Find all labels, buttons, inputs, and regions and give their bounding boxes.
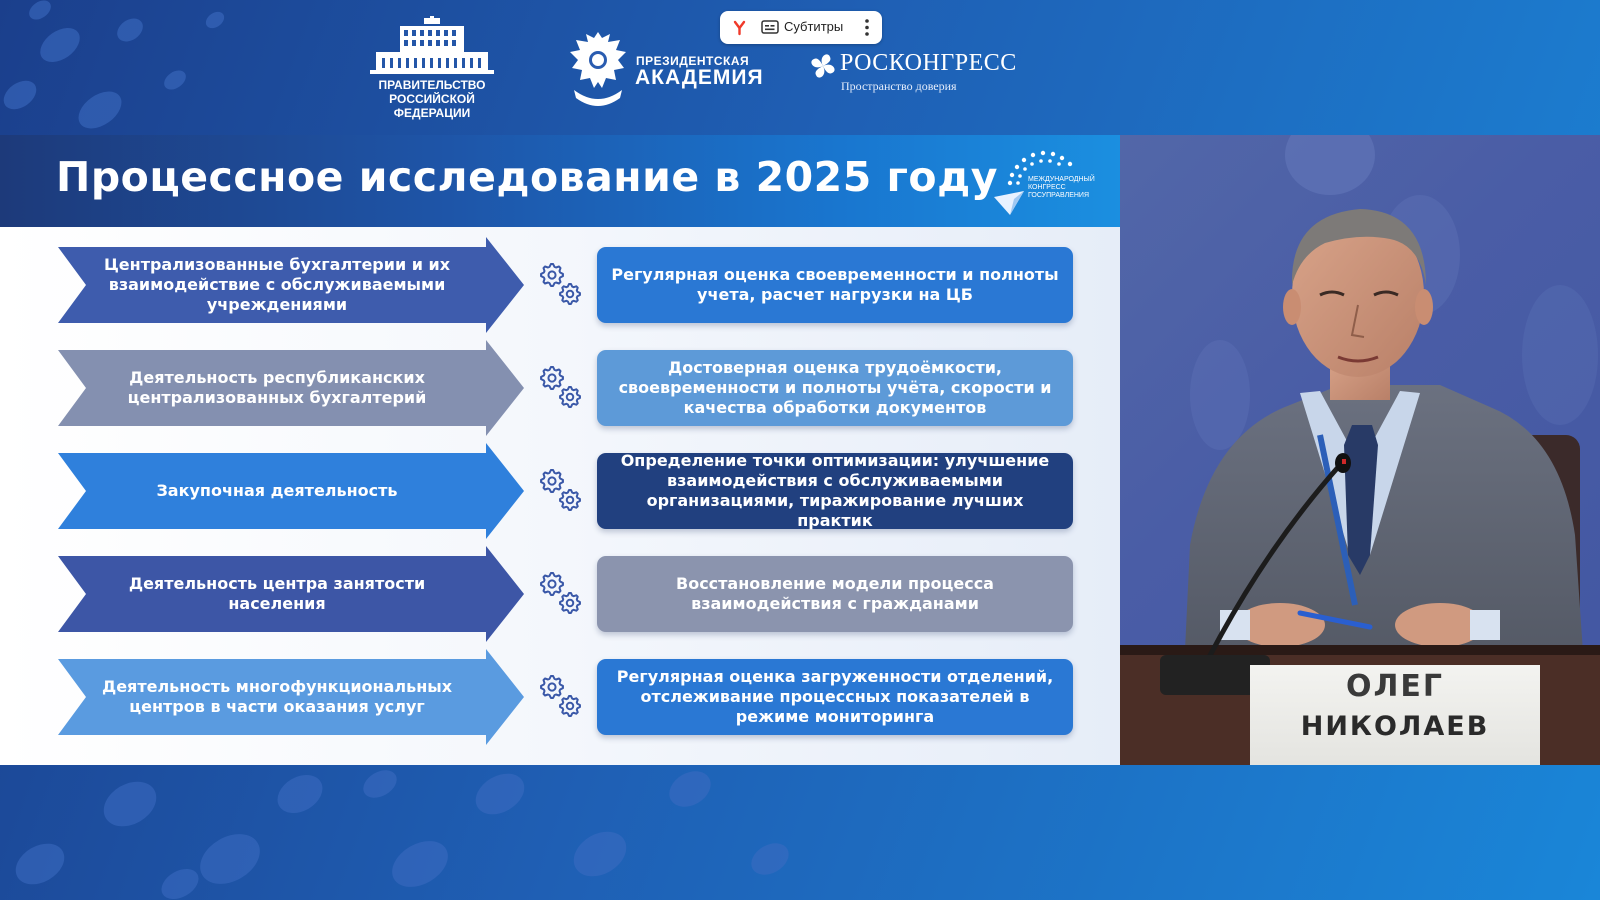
roscongress-slogan: Пространство доверия — [841, 79, 957, 93]
closed-captions-icon — [761, 20, 779, 34]
process-row — [0, 443, 1120, 539]
process-area-label: Деятельность многофункциональных центров в части оказания услуг — [101, 677, 453, 716]
more-vertical-icon[interactable] — [857, 15, 877, 40]
process-row — [0, 340, 1120, 436]
roscongress-name: РОСКОНГРЕСС — [840, 50, 1017, 76]
congress-logo-text: МЕЖДУНАРОДНЫЙ КОНГРЕСС ГОСУПРАВЛЕНИЯ — [1028, 176, 1095, 199]
government-logo — [370, 16, 494, 124]
slide-body — [0, 227, 1120, 765]
process-row — [0, 237, 1120, 333]
pinwheel-icon — [808, 51, 838, 81]
process-result-box: Регулярная оценка загруженности отделений, отслеживание процессных показателей в режиме мониторинга — [597, 659, 1073, 735]
government-building-icon — [370, 16, 494, 78]
process-result-box: Определение точки оптимизации: улучшение взаимодействия с обслуживаемыми организациями, тиражирование лучших практик — [597, 453, 1073, 529]
academy-logo-line2: АКАДЕМИЯ — [635, 66, 764, 89]
process-area-chevron — [58, 237, 524, 333]
speaker-video — [1120, 135, 1600, 765]
gears-icon — [536, 568, 584, 618]
government-logo-label: ПРАВИТЕЛЬСТВО РОССИЙСКОЙ ФЕДЕРАЦИИ — [378, 78, 486, 120]
gears-icon — [536, 465, 584, 515]
process-area-chevron — [58, 649, 524, 745]
subtitles-control[interactable] — [720, 11, 882, 44]
process-area-label: Деятельность центра занятости населения — [128, 574, 426, 613]
roscongress-logo — [808, 48, 1028, 98]
presentation-slide — [0, 135, 1120, 765]
background-dots-bottom — [0, 764, 1600, 900]
gears-icon — [536, 259, 584, 309]
academy-logo-line1: ПРЕЗИДЕНТСКАЯ — [636, 54, 750, 68]
process-area-label: Закупочная деятельность — [156, 481, 398, 500]
yandex-browser-icon — [730, 18, 749, 37]
process-area-label: Деятельность республиканских централизованных бухгалтерий — [127, 368, 427, 407]
process-area-chevron — [58, 443, 524, 539]
nameplate-first-name: ОЛЕГ — [1345, 669, 1445, 704]
process-row — [0, 649, 1120, 745]
double-headed-eagle-emblem — [566, 28, 630, 112]
process-result-box: Регулярная оценка своевременности и полноты учета, расчет нагрузки на ЦБ — [597, 247, 1073, 323]
slide-title: Процессное исследование в 2025 году — [56, 153, 998, 201]
process-result-box: Достоверная оценка трудоёмкости, своевременности и полноты учёта, скорости и качества обработки документов — [597, 350, 1073, 426]
slide-header — [0, 135, 1120, 227]
process-area-label: Централизованные бухгалтерии и их взаимодействие с обслуживаемыми учреждениями — [103, 255, 451, 314]
subtitles-label[interactable]: Субтитры — [784, 19, 844, 34]
process-area-chevron — [58, 546, 524, 642]
nameplate-last-name: НИКОЛАЕВ — [1300, 711, 1490, 742]
speaker-nameplate — [1250, 665, 1540, 765]
international-congress-logo — [990, 145, 1098, 221]
process-result-box: Восстановление модели процесса взаимодействия с гражданами — [597, 556, 1073, 632]
gears-icon — [536, 362, 584, 412]
gears-icon — [536, 671, 584, 721]
process-area-chevron — [58, 340, 524, 436]
process-row — [0, 546, 1120, 642]
